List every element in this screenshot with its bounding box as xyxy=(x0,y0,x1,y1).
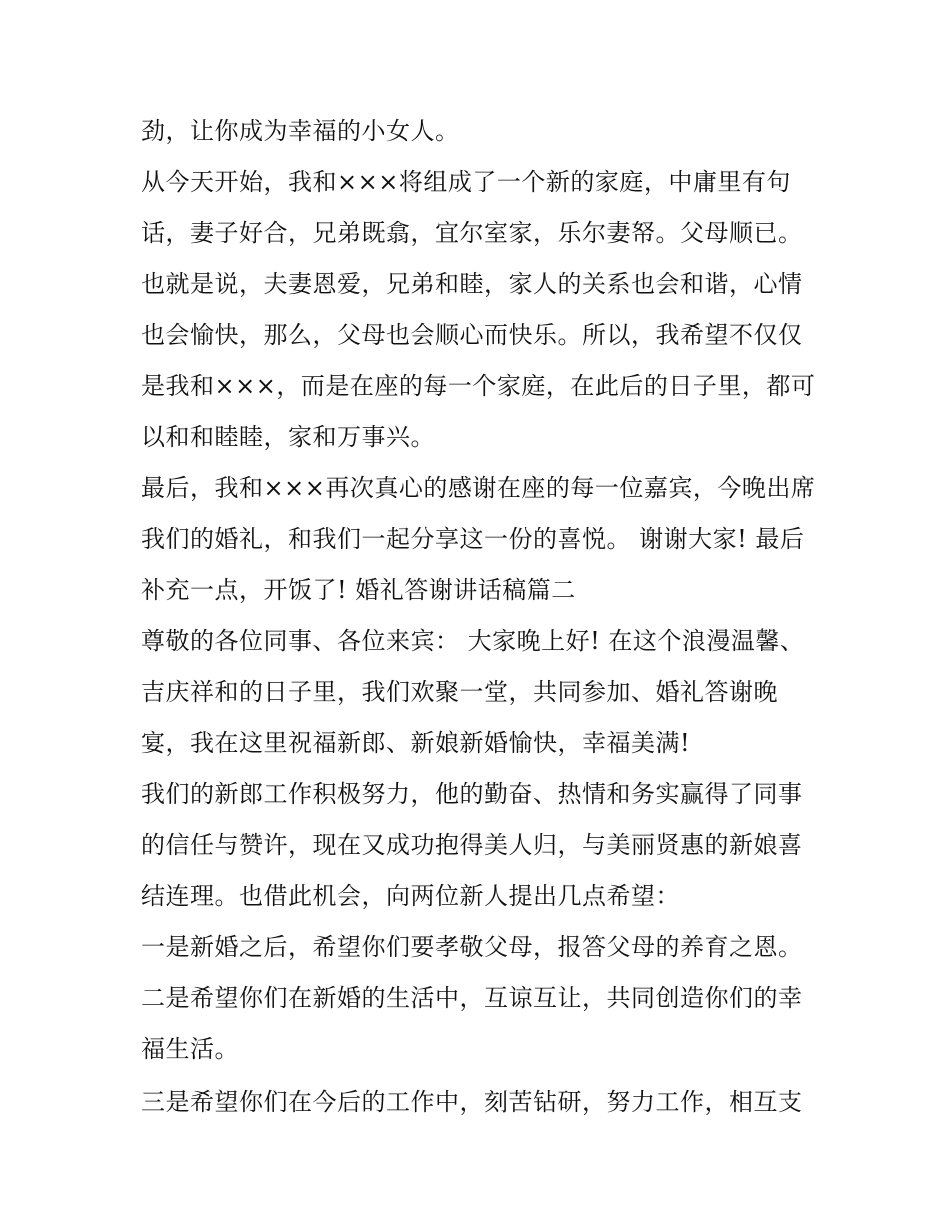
text-line: 补充一点，开饭了! 婚礼答谢讲话稿篇二 xyxy=(141,576,576,604)
text-line: 一是新婚之后，希望你们要孝敬父母，报答父母的养育之恩。 xyxy=(141,933,803,961)
text-line: 三是希望你们在今后的工作中，刻苦钻研，努力工作，相互支 xyxy=(141,1088,803,1116)
text-line: 福生活。 xyxy=(141,1035,239,1063)
text-line: 宴，我在这里祝福新郎、新娘新婚愉快，幸福美满! xyxy=(141,729,691,757)
text-line: 吉庆祥和的日子里，我们欢聚一堂，共同参加、婚礼答谢晚 xyxy=(141,678,778,706)
text-line: 结连理。也借此机会，向两位新人提出几点希望： xyxy=(141,882,680,910)
text-line: 是我和×××，而是在座的每一个家庭，在此后的日子里，都可 xyxy=(141,372,816,400)
text-line: 劲，让你成为幸福的小女人。 xyxy=(141,117,460,145)
text-line: 尊敬的各位同事、各位来宾： 大家晚上好! 在这个浪漫温馨、 xyxy=(141,627,805,655)
text-line: 我们的新郎工作积极努力，他的勤奋、热情和务实赢得了同事 xyxy=(141,780,803,808)
text-line: 最后，我和×××再次真心的感谢在座的每一位嘉宾，今晚出席 xyxy=(141,474,816,502)
text-line: 的信任与赞许，现在又成功抱得美人归，与美丽贤惠的新娘喜 xyxy=(141,831,803,859)
document-body xyxy=(141,106,831,1128)
text-line: 以和和睦睦，家和万事兴。 xyxy=(141,423,435,451)
text-line: 也就是说，夫妻恩爱，兄弟和睦，家人的关系也会和谐，心情 xyxy=(141,270,803,298)
text-line: 也会愉快，那么，父母也会顺心而快乐。所以，我希望不仅仅 xyxy=(141,321,803,349)
text-line: 从今天开始，我和×××将组成了一个新的家庭，中庸里有句 xyxy=(141,168,791,196)
text-line: 我们的婚礼，和我们一起分享这一份的喜悦。 谢谢大家! 最后 xyxy=(141,525,805,553)
text-line: 二是希望你们在新婚的生活中，互谅互让，共同创造你们的幸 xyxy=(141,984,803,1012)
text-line: 话，妻子好合，兄弟既翕，宜尔室家，乐尔妻帑。父母顺已。 xyxy=(141,219,803,247)
